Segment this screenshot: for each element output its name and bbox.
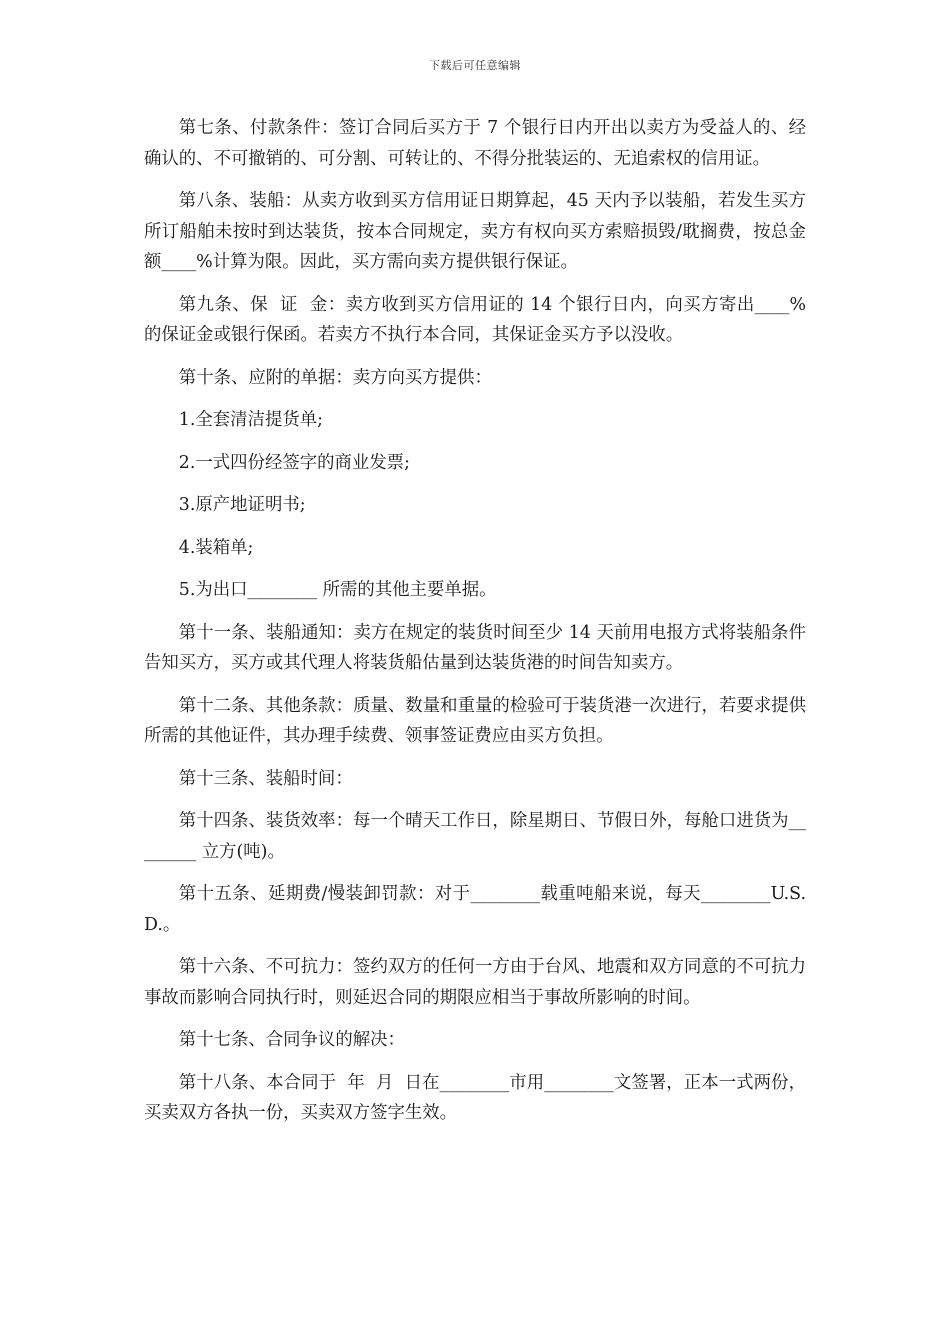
clause-11-shipping-notice: 第十一条、装船通知：卖方在规定的装货时间至少 14 天前用电报方式将装船条件告知买方，买方或其代理人将装货船估量到达装货港的时间告知卖方。: [144, 622, 806, 673]
clause-16-force-majeure: 第十六条、不可抗力：签约双方的任何一方由于台风、地震和双方同意的不可抗力事故而影响合同执行时，则延迟合同的期限应相当于事故所影响的时间。: [144, 957, 806, 1008]
clause-15-demurrage: 第十五条、延期费/慢装卸罚款：对于________载重吨船来说，每天________U.S.D.。: [144, 884, 806, 935]
clause-18-signing: 第十八条、本合同于 年 月 日在________市用________文签署，正本一式两份，买卖双方各执一份，买卖双方签字生效。: [144, 1072, 806, 1123]
clause-10-documents: 第十条、应附的单据：卖方向买方提供：: [178, 367, 492, 388]
contract-body: [144, 113, 806, 1141]
document-item-4: 4.装箱单;: [178, 537, 254, 558]
document-item-2: 2.一式四份经签字的商业发票;: [178, 452, 410, 473]
clause-8-shipment: 第八条、装船：从卖方收到买方信用证日期算起，45 天内予以装船，若发生买方所订船舶未按时到达装货，按本合同规定，卖方有权向买方索赔损毁/耽搁费，按总金额____%计算为限。因此，买方需向卖方提供银行保证。: [144, 191, 806, 272]
document-item-3: 3.原产地证明书;: [178, 495, 306, 515]
document-item-5: 5.为出口________ 所需的其他主要单据。: [178, 580, 497, 600]
clause-7-payment-terms: 第七条、付款条件：签订合同后买方于 7 个银行日内开出以卖方为受益人的、经确认的、不可撤销的、可分割、可转让的、不得分批装运的、无追索权的信用证。: [144, 118, 806, 169]
clause-17-disputes: 第十七条、合同争议的解决：: [178, 1030, 405, 1050]
clause-13-shipping-time: 第十三条、装船时间：: [178, 768, 353, 789]
document-item-1: 1.全套清洁提货单;: [178, 410, 323, 430]
page-header: 下载后可任意编辑: [429, 59, 521, 72]
clause-14-loading-rate: 第十四条、装货效率：每一个晴天工作日，除星期日、节假日外，每舱口进货为________ 立方(吨)。: [144, 811, 806, 862]
clause-12-other-terms: 第十二条、其他条款：质量、数量和重量的检验可于装货港一次进行，若要求提供所需的其他证件，其办理手续费、领事签证费应由买方负担。: [144, 695, 806, 746]
clause-9-deposit: 第九条、保 证 金：卖方收到买方信用证的 14 个银行日内，向买方寄出____%的保证金或银行保函。若卖方不执行本合同，其保证金买方予以没收。: [144, 294, 806, 345]
